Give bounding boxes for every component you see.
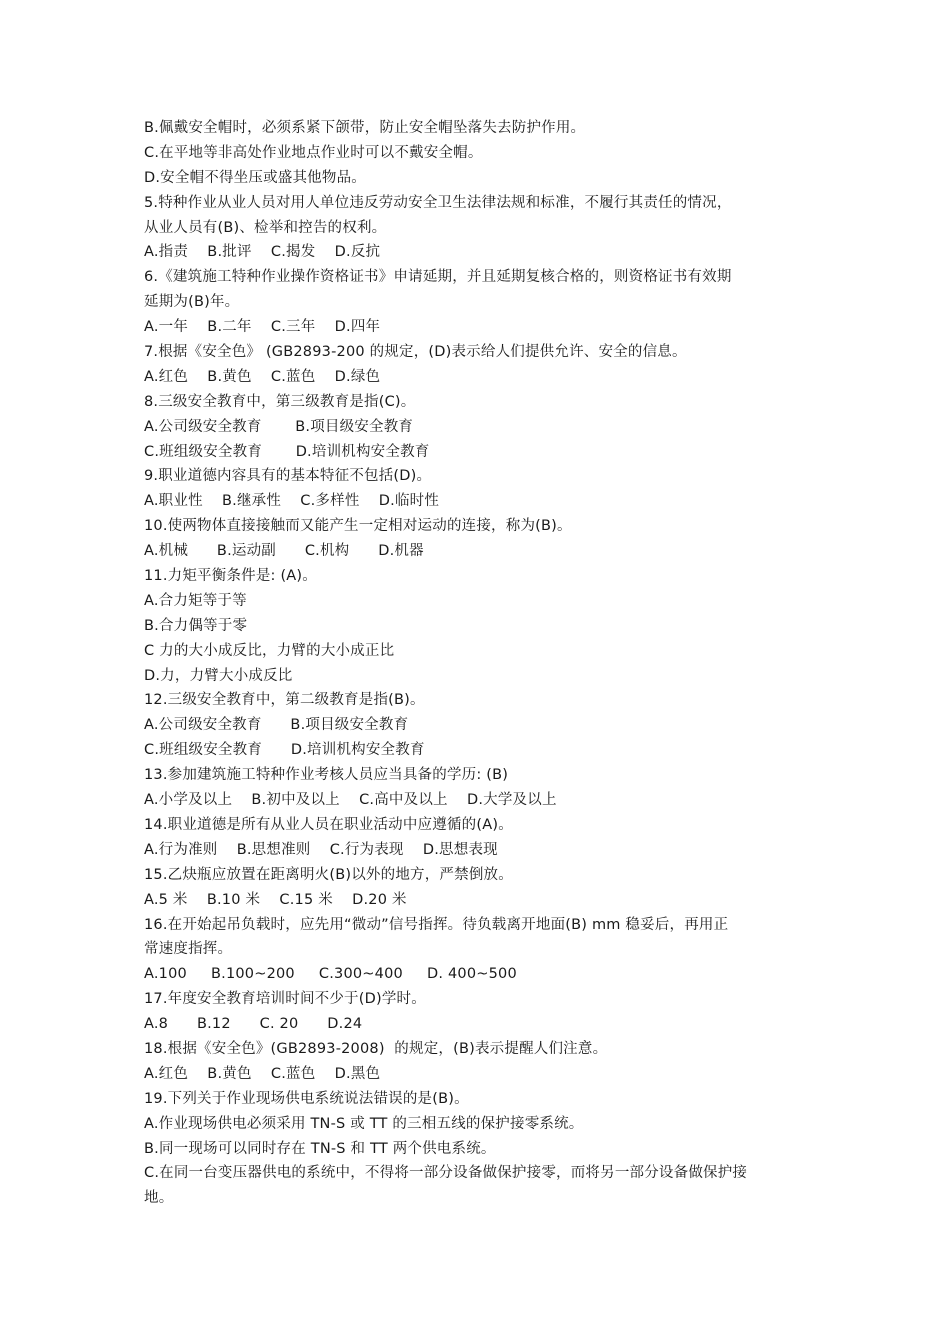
text-line: 13.参加建筑施工特种作业考核人员应当具备的学历: (B) xyxy=(144,767,509,784)
text-line: 18.根据《安全色》(GB2893-2008) 的规定，(B)表示提醒人们注意。 xyxy=(144,1040,608,1057)
text-line: A.机械 B.运动副 C.机构 D.机器 xyxy=(144,543,424,560)
text-line: 16.在开始起吊负载时，应先用“微动”信号指挥。待负载离开地面(B) mm 稳妥后，再用正 xyxy=(144,916,729,933)
text-line: 10.使两物体直接接触而又能产生一定相对运动的连接，称为(B)。 xyxy=(144,518,572,535)
text-line: 12.三级安全教育中，第二级教育是指(B)。 xyxy=(144,692,425,709)
text-line: D.安全帽不得坐压或盛其他物品。 xyxy=(144,169,366,186)
text-line: 11.力矩平衡条件是: (A)。 xyxy=(144,568,317,585)
text-line: A.8 B.12 C. 20 D.24 xyxy=(144,1016,363,1033)
text-line: A.职业性 B.继承性 C.多样性 D.临时性 xyxy=(144,493,440,510)
text-line: A.一年 B.二年 C.三年 D.四年 xyxy=(144,319,381,336)
text-line: B.佩戴安全帽时，必须系紧下颌带，防止安全帽坠落失去防护作用。 xyxy=(144,120,586,136)
text-line: B.同一现场可以同时存在 TN-S 和 TT 两个供电系统。 xyxy=(144,1140,496,1157)
text-line: 14.职业道德是所有从业人员在职业活动中应遵循的(A)。 xyxy=(144,816,513,833)
text-line: 常速度指挥。 xyxy=(144,941,233,958)
text-line: 9.职业道德内容具有的基本特征不包括(D)。 xyxy=(144,468,432,485)
text-line: A.100 B.100~200 C.300~400 D. 400~500 xyxy=(144,966,517,983)
text-line: B.合力偶等于零 xyxy=(144,617,248,634)
text-line: 19.下列关于作业现场供电系统说法错误的是(B)。 xyxy=(144,1090,469,1107)
text-line: A.行为准则 B.思想准则 C.行为表现 D.思想表现 xyxy=(144,841,498,858)
text-line: A.小学及以上 B.初中及以上 C.高中及以上 D.大学及以上 xyxy=(144,792,557,809)
text-line: C 力的大小成反比，力臂的大小成正比 xyxy=(144,642,395,659)
text-line: 延期为(B)年。 xyxy=(144,294,240,311)
text-line: 15.乙炔瓶应放置在距离明火(B)以外的地方，严禁倒放。 xyxy=(144,866,513,883)
text-line: 地。 xyxy=(144,1190,174,1207)
text-line: 6.《建筑施工特种作业操作资格证书》申请延期，并且延期复核合格的，则资格证书有效期 xyxy=(144,269,732,286)
text-line: C.班组级安全教育 D.培训机构安全教育 xyxy=(144,742,425,759)
text-line: A.公司级安全教育 B.项目级安全教育 xyxy=(144,717,409,734)
text-line: C.在平地等非高处作业地点作业时可以不戴安全帽。 xyxy=(144,144,483,161)
text-line: A.公司级安全教育 B.项目级安全教育 xyxy=(144,418,414,435)
text-line: 8.三级安全教育中，第三级教育是指(C)。 xyxy=(144,393,416,410)
text-line: C.在同一台变压器供电的系统中，不得将一部分设备做保护接零，而将另一部分设备做保护接 xyxy=(144,1165,748,1182)
text-line: 7.根据《安全色》 (GB2893-200 的规定，(D)表示给人们提供允许、安全的信息。 xyxy=(144,344,687,361)
text-line: A.红色 B.黄色 C.蓝色 D.绿色 xyxy=(144,368,381,385)
text-line: A.合力矩等于等 xyxy=(144,592,247,609)
text-line: 17.年度安全教育培训时间不少于(D)学时。 xyxy=(144,991,426,1008)
text-line: 从业人员有(B)、检举和控告的权利。 xyxy=(144,219,387,236)
text-line: A.指责 B.批评 C.揭发 D.反抗 xyxy=(144,244,381,261)
text-line: C.班组级安全教育 D.培训机构安全教育 xyxy=(144,443,430,460)
text-line: A.5 米 B.10 米 C.15 米 D.20 米 xyxy=(144,891,407,908)
text-line: D.力，力臂大小成反比 xyxy=(144,667,293,684)
text-line: 5.特种作业从业人员对用人单位违反劳动安全卫生法律法规和标准，不履行其责任的情况， xyxy=(144,194,732,211)
text-line: A.作业现场供电必须采用 TN-S 或 TT 的三相五线的保护接零系统。 xyxy=(144,1115,584,1132)
document-body xyxy=(144,116,814,1211)
text-line: A.红色 B.黄色 C.蓝色 D.黑色 xyxy=(144,1065,381,1082)
